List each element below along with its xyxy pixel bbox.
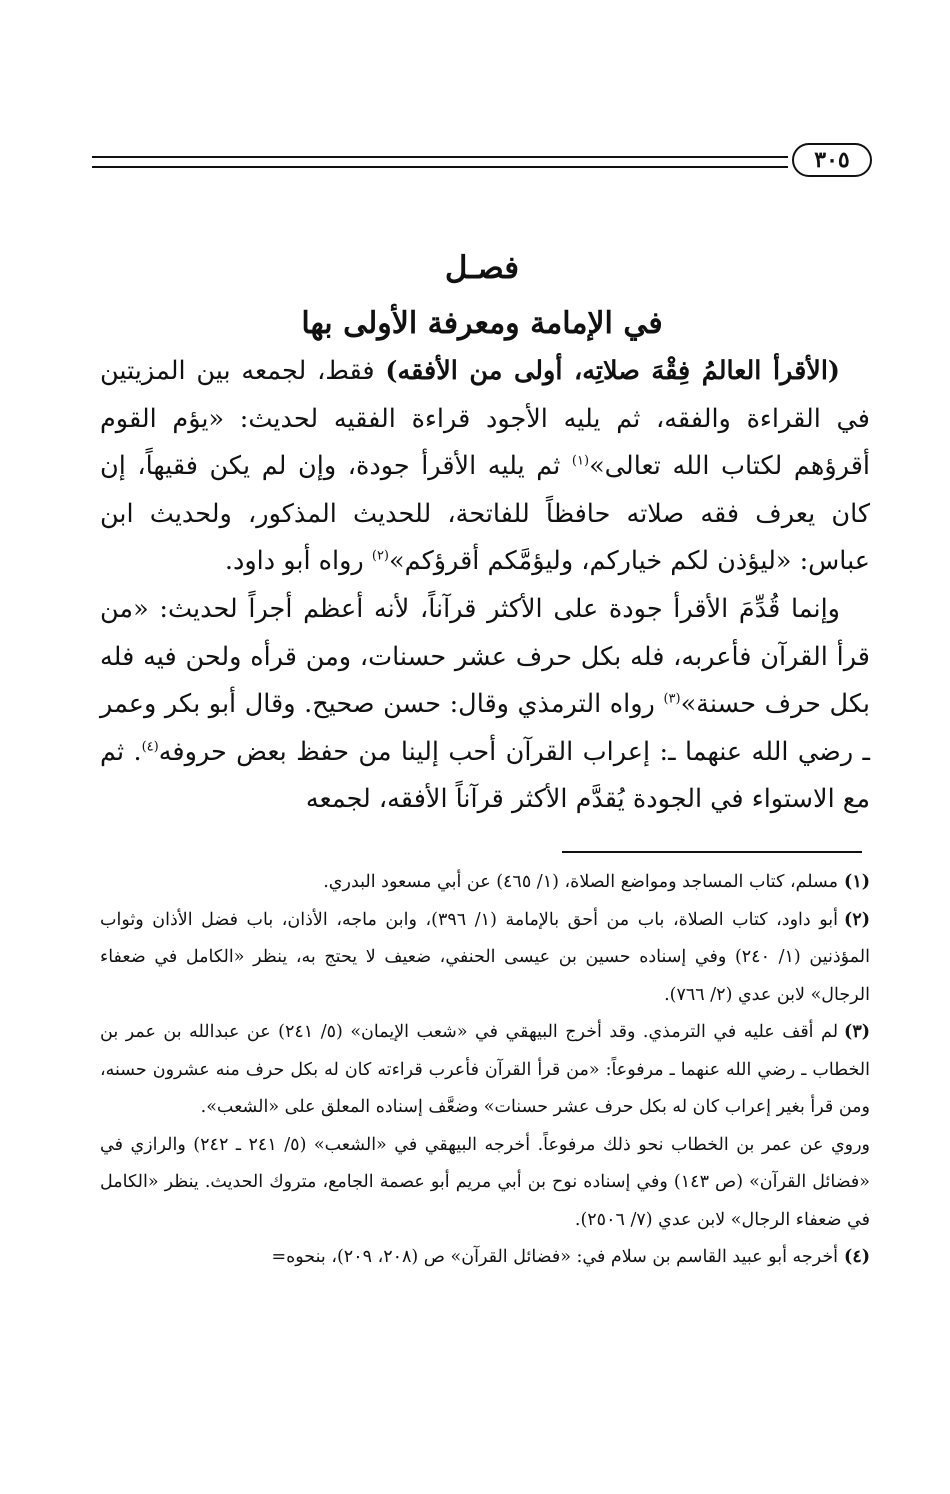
paragraph-text: وإنما قُدِّمَ الأقرأ جودة على الأكثر قرآناً، لأنه أعظم أجراً لحديث: «من قرأ القرآن فأعربه، فله بكل حرف عشر حسنات، ومن قرأه ولحن فيه فله بكل حرف حسنة» bbox=[100, 593, 870, 720]
footnotes bbox=[100, 864, 870, 1277]
footnote-3-continuation: وروي عن عمر بن الخطاب نحو ذلك مرفوعاً. أخرجه البيهقي في «الشعب» (٥/ ٢٤١ ـ ٢٤٢) والرازي في «فضائل القرآن» (ص ١٤٣) وفي إسناده نوح بن أبي مريم أبو عصمة الجامع، متروك الحديث. ينظر «الكامل في ضعفاء الرجال» لابن عدي (٧/ ٢٥٠٦). bbox=[100, 1134, 871, 1230]
chapter-title: فصـل bbox=[444, 250, 520, 286]
footnote-text: أخرجه أبو عبيد القاسم بن سلام في: «فضائل القرآن» ص (٢٠٨، ٢٠٩)، بنحوه= bbox=[271, 1247, 839, 1267]
footnote-ref: (١) bbox=[571, 453, 590, 469]
footnote-ref: (٤) bbox=[141, 739, 159, 755]
paragraph-text: رواه أبو داود. bbox=[224, 546, 372, 577]
footnote-ref: (٢) bbox=[371, 548, 389, 564]
footnote-number: (٢) bbox=[844, 909, 870, 930]
paragraph-2 bbox=[100, 586, 870, 824]
page-header bbox=[92, 143, 872, 177]
page-number: ٣٠٥ bbox=[792, 143, 872, 177]
footnote-number: (١) bbox=[844, 872, 870, 892]
quoted-rule: (الأقرأ العالمُ فِقْهَ صلاتِه، أولى من الأفقه) bbox=[385, 356, 840, 386]
footnote-3 bbox=[100, 1014, 870, 1127]
footnote-text: لم أقف عليه في الترمذي. وقد أخرج البيهقي في «شعب الإيمان» (٥/ ٢٤١) عن عبدالله بن عمر بن الخطاب ـ رضي الله عنهما ـ مرفوعاً: «من قرأ القرآن فأعرب قراءته كان له بكل حرف منه عشرون حسنه، ومن قرأ بغير إعراب كان له بكل حرف عشر حسنات» وضعَّف إسناده المعلق على «الشعب». bbox=[100, 1022, 870, 1117]
paragraph-text: فقط، لجمعه بين المزيتين في القراءة والفقه، ثم يليه الأجود قراءة الفقيه لحديث: «يؤم القوم أقرؤهم لكتاب الله تعالى» bbox=[100, 356, 870, 482]
paragraph-text: رواه الترمذي وقال: حسن صحيح. وقال أبو بكر وعمر ـ رضي الله عنهما ـ: إعراب القرآن أحب إلينا من حفظ بعض حروفه bbox=[100, 689, 870, 767]
paragraph-text: . ثم مع الاستواء في الجودة يُقدَّم الأكثر قرآناً الأفقه، لجمعه bbox=[100, 736, 870, 815]
chapter-subtitle: في الإمامة ومعرفة الأولى بها bbox=[301, 306, 663, 341]
footnote-separator bbox=[562, 851, 862, 853]
footnote-number: (٤) bbox=[844, 1247, 870, 1267]
header-rule bbox=[92, 156, 788, 168]
paragraph-1 bbox=[100, 348, 870, 586]
footnote-number: (٣) bbox=[844, 1022, 870, 1042]
footnote-text: مسلم، كتاب المساجد ومواضع الصلاة، (١/ ٤٦٥) عن أبي مسعود البدري. bbox=[323, 872, 839, 892]
footnote-2 bbox=[100, 902, 870, 1015]
footnote-1 bbox=[100, 864, 870, 902]
footnote-4 bbox=[100, 1239, 870, 1277]
main-text bbox=[100, 348, 870, 824]
footnote-ref: (٣) bbox=[663, 691, 681, 707]
paragraph-text: ثم يليه الأقرأ جودة، وإن لم يكن فقيهاً، إن كان يعرف فقه صلاته حافظاً للفاتحة، للحديث المذكور، ولحديث ابن عباس: «ليؤذن لكم خياركم، وليؤمَّكم أقرؤكم» bbox=[100, 451, 870, 577]
footnote-text: أبو داود، كتاب الصلاة، باب من أحق بالإمامة (١/ ٣٩٦)، وابن ماجه، الأذان، باب فضل الأذان وثواب المؤذنين (١/ ٢٤٠) وفي إسناده حسين بن عيسى الحنفي، ضعيف لا يحتج به، ينظر «الكامل في ضعفاء الرجال» لابن عدي (٢/ ٧٦٦). bbox=[100, 909, 870, 1005]
